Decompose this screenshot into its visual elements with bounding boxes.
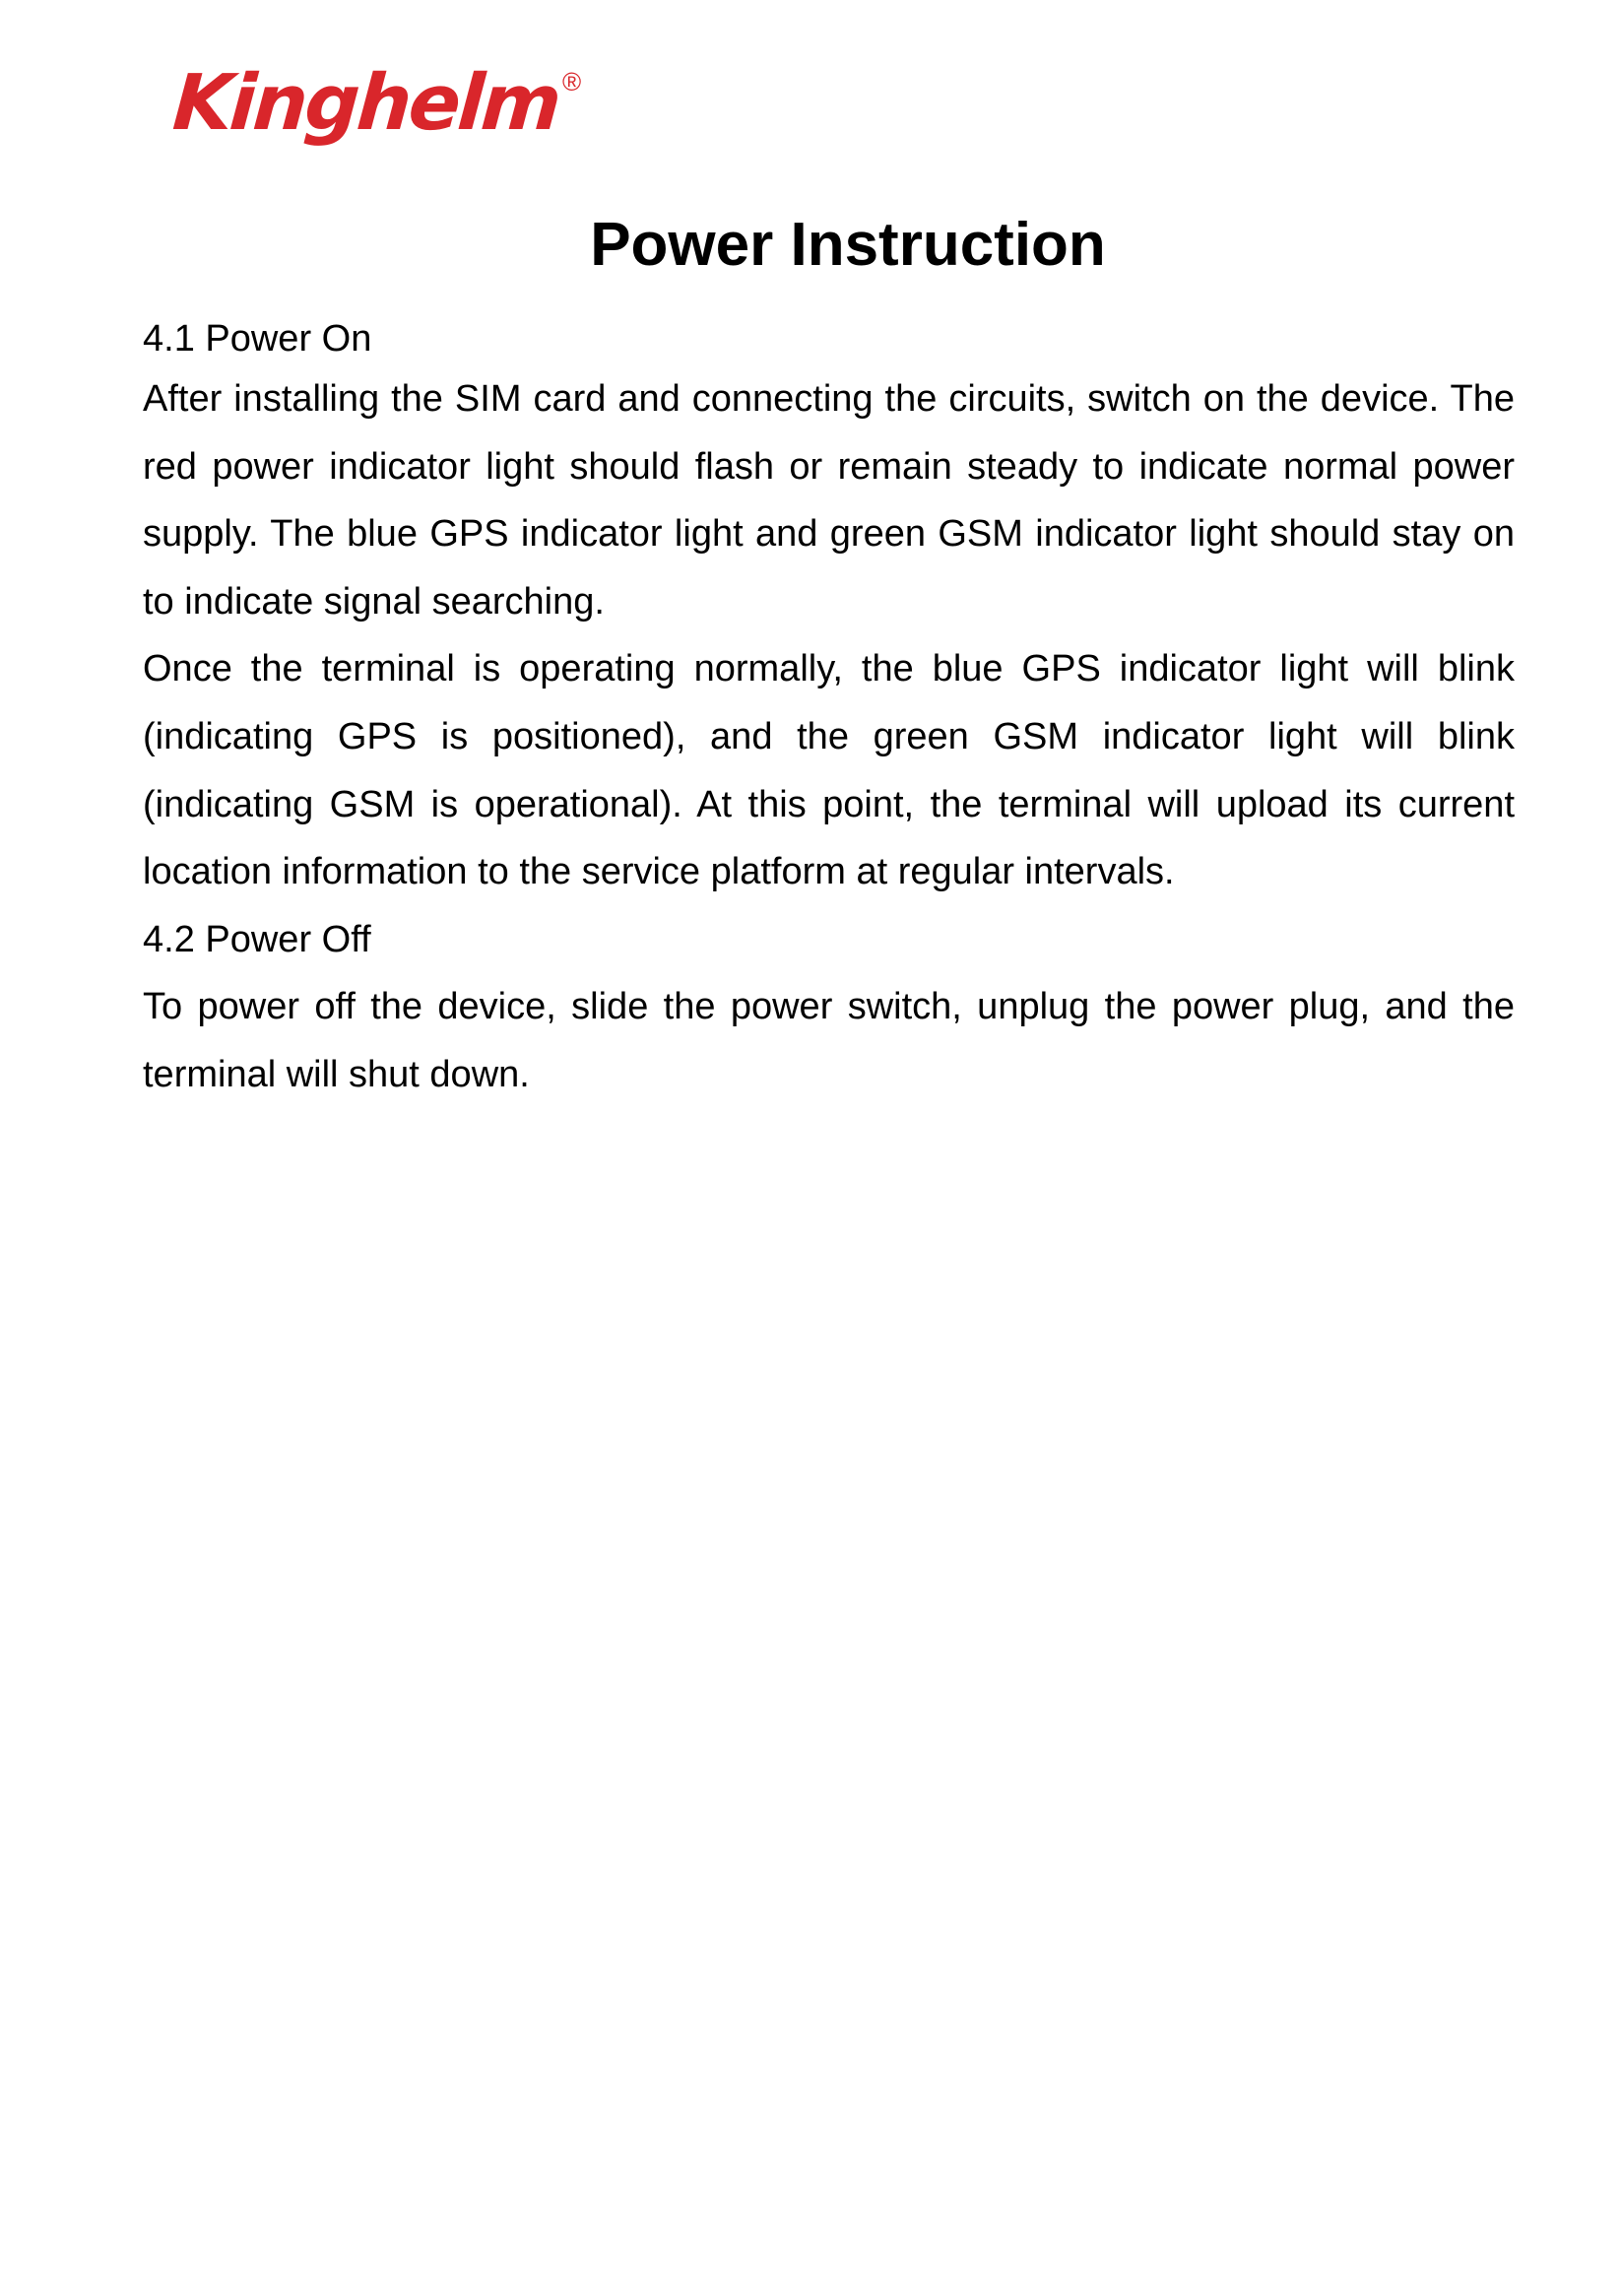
- document-body: [143, 312, 1515, 1109]
- paragraph-power-on-indicators: After installing the SIM card and connecting the circuits, switch on the device. The red power indicator light should flash or remain steady to indicate normal power supply. The blue GPS indicator light and green GSM indicator light should stay on to indicate signal searching.: [143, 378, 1515, 623]
- page-title: Power Instruction: [590, 211, 1106, 279]
- brand-logo: [169, 59, 582, 173]
- paragraph-power-off: To power off the device, slide the power switch, unplug the power plug, and the terminal will shut down.: [143, 986, 1515, 1095]
- paragraph-power-on-operation: Once the terminal is operating normally, the blue GPS indicator light will blink (indicating GPS is positioned), and the green GSM indicator light will blink (indicating GSM is operational). At this point, the terminal will upload its current location information to the service platform at regular intervals.: [143, 648, 1515, 893]
- registered-trademark-icon: ®: [561, 67, 582, 97]
- logo-wordmark: Kinghelm: [169, 59, 562, 148]
- section-heading-power-on: 4.1 Power On: [143, 318, 372, 360]
- section-heading-power-off: 4.2 Power Off: [143, 918, 371, 960]
